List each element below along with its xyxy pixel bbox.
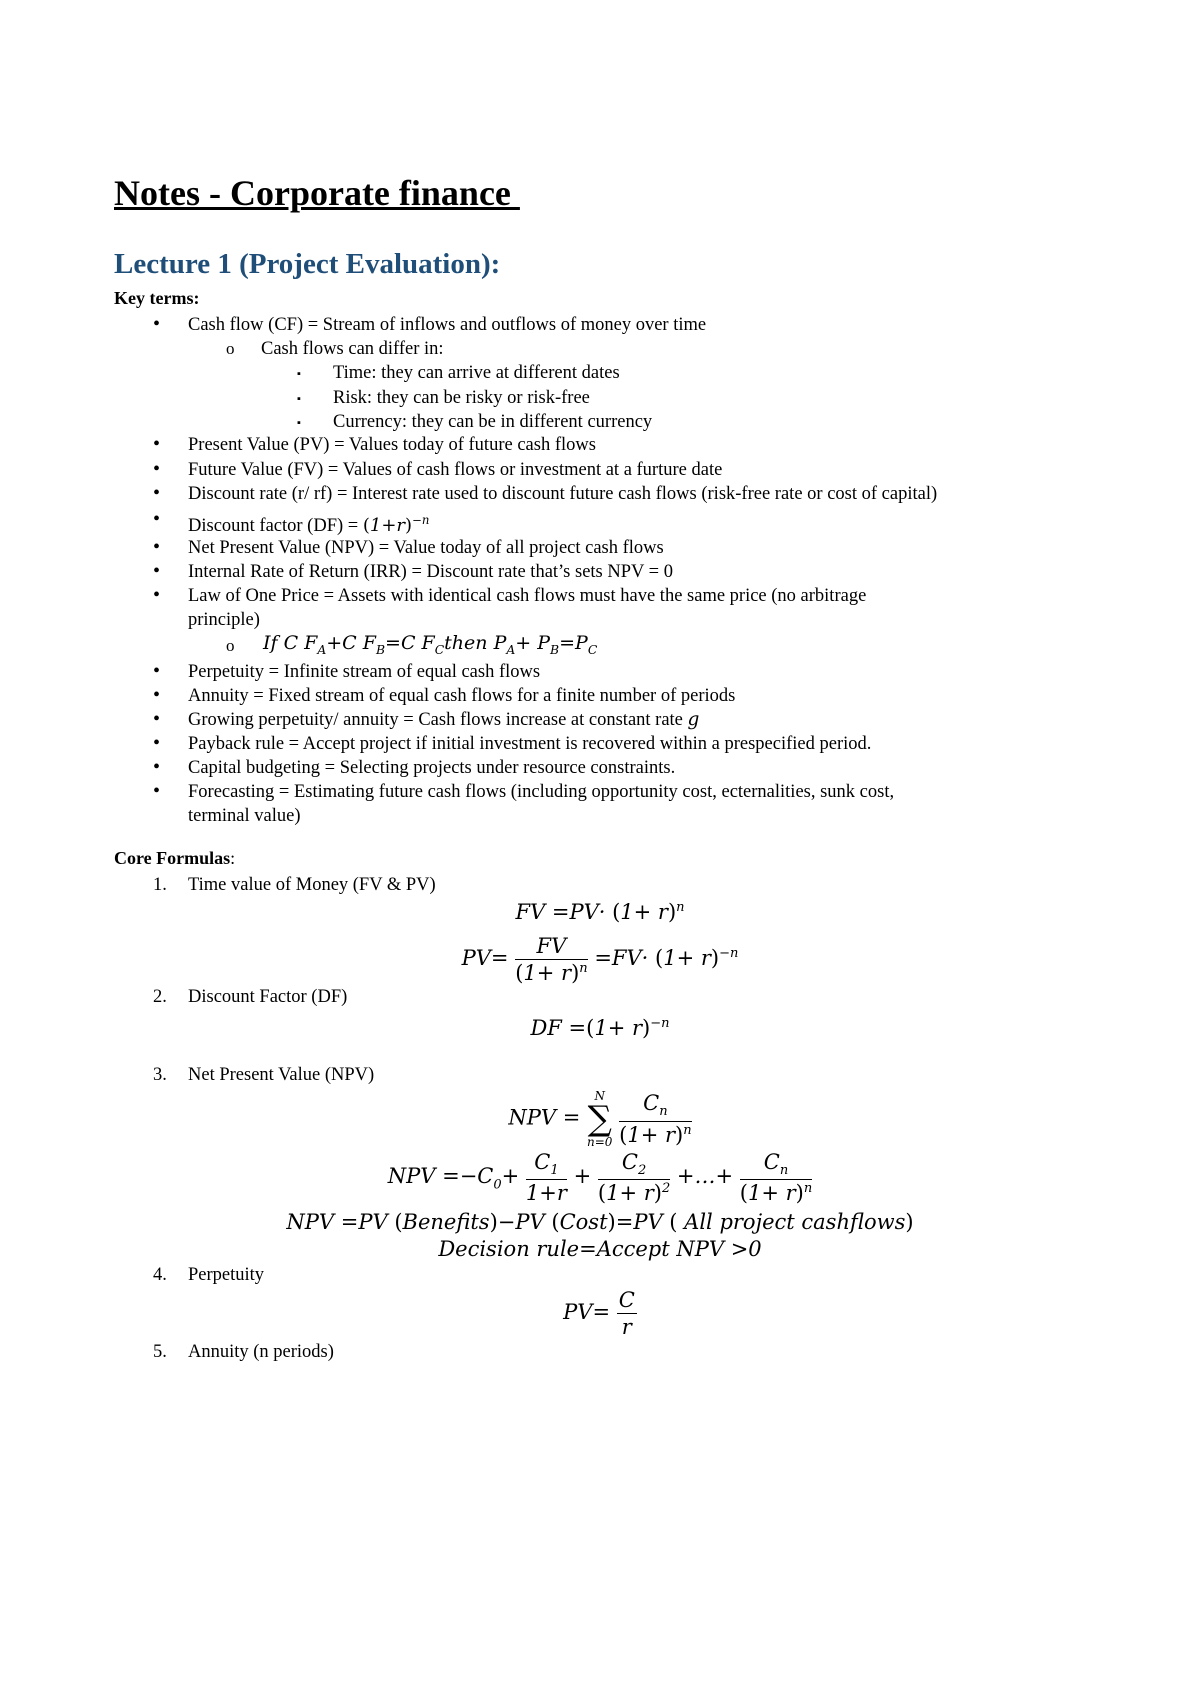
square-marker: ▪	[297, 417, 301, 429]
term-pv: Present Value (PV) = Values today of future cash flows	[188, 435, 596, 455]
equation-decision-rule: Decision rule=Accept NPV >0	[438, 1237, 762, 1261]
term-time: Time: they can arrive at different dates	[333, 363, 620, 383]
term-discount-factor: Discount factor $(DF) = (1+r)^{-n}$	[188, 513, 430, 536]
formula-number: 5.	[153, 1342, 167, 1362]
formula-number: 1.	[153, 875, 167, 895]
formula-title-perpetuity: Perpetuity	[188, 1265, 265, 1285]
term-discount-rate: Discount rate (r/ rf) = Interest rate used to discount future cash flows (risk-free rate or cost of capital)	[188, 484, 938, 504]
formula-number: 4.	[153, 1265, 167, 1285]
formula-title-npv: Net Present Value (NPV)	[188, 1065, 375, 1085]
circle-marker: o	[226, 339, 235, 358]
formula-title-discount-factor: Discount Factor (DF)	[188, 987, 348, 1007]
document-title: Notes - Corporate finance	[114, 173, 520, 213]
circle-marker: o	[226, 636, 235, 655]
bullet-marker: •	[153, 708, 161, 730]
term-npv: Net Present Value (NPV) = Value today of all project cash flows	[188, 538, 664, 558]
term-fv: Future Value (FV) = Values of cash flows or investment at a furture date	[188, 460, 723, 480]
term-forecasting-cont: terminal value)	[188, 806, 301, 826]
bullet-marker: •	[153, 313, 161, 335]
bullet-marker: •	[153, 780, 161, 802]
bullet-marker: •	[153, 458, 161, 480]
law-of-one-price-formula: If C $F_A+C$ $F_B=C$ $F_Cthen$ $P_A+ P_B=P_C$	[263, 632, 598, 657]
term-perpetuity: Perpetuity = Infinite stream of equal cash flows	[188, 662, 541, 682]
term-law-of-one-price: Law of One Price = Assets with identical cash flows must have the same price (no arbitrage	[188, 586, 867, 606]
equation-fv: FV $=PV\cdot (1+ r)^n$	[515, 900, 685, 924]
bullet-marker: •	[153, 660, 161, 682]
bullet-marker: •	[153, 584, 161, 606]
equation-npv-definition: NPV =PV (Benefits)−PV (Cost)=PV ( All project cashflows)	[286, 1210, 914, 1234]
bullet-marker: •	[153, 684, 161, 706]
square-marker: ▪	[297, 393, 301, 405]
formula-title-time-value: Time value of Money (FV & PV)	[188, 875, 436, 895]
term-irr: Internal Rate of Return (IRR) = Discount rate that’s sets NPV = 0	[188, 562, 673, 582]
bullet-marker: •	[153, 508, 161, 530]
bullet-marker: •	[153, 732, 161, 754]
equation-npv-sum: NPV = N ∑ n=0 $\frac{C_n}{(1+ r)^n}$	[508, 1089, 692, 1149]
equation-npv-expanded: NPV $=-C_0+$ $\frac{C_1}{1+r}$ + $\frac{C_2}{(1+ r)^2}$ +…+ $\frac{C_n}{(1+ r)^n}$	[387, 1150, 813, 1206]
equation-df: DF $=(1+ r)^{-n}$	[530, 1016, 670, 1040]
term-payback-rule: Payback rule = Accept project if initial investment is recovered within a prespecified period.	[188, 734, 872, 754]
lecture-heading: Lecture 1 (Project Evaluation):	[114, 248, 501, 280]
term-forecasting: Forecasting = Estimating future cash flows (including opportunity cost, ecternalities, sunk cost,	[188, 782, 895, 802]
bullet-marker: •	[153, 536, 161, 558]
core-formulas-label: Core Formulas:	[114, 848, 236, 868]
term-capital-budgeting: Capital budgeting = Selecting projects under resource constraints.	[188, 758, 676, 778]
bullet-marker: •	[153, 560, 161, 582]
term-growing-perpetuity: Growing perpetuity/ annuity = Cash flows increase at constant rate g	[188, 709, 700, 730]
bullet-marker: •	[153, 482, 161, 504]
bullet-marker: •	[153, 756, 161, 778]
term-risk: Risk: they can be risky or risk-free	[333, 388, 590, 408]
term-law-of-one-price-cont: principle)	[188, 610, 260, 630]
formula-title-annuity: Annuity (n periods)	[188, 1342, 334, 1362]
square-marker: ▪	[297, 368, 301, 380]
bullet-marker: •	[153, 433, 161, 455]
formula-number: 3.	[153, 1065, 167, 1085]
term-cash-flow: Cash flow (CF) = Stream of inflows and outflows of money over time	[188, 315, 707, 335]
equation-pv: PV= $\frac{FV}{(1+ r)^n}$ $=FV\cdot (1+ r)^{-n}$	[461, 934, 739, 985]
formula-number: 2.	[153, 987, 167, 1007]
term-annuity: Annuity = Fixed stream of equal cash flows for a finite number of periods	[188, 686, 736, 706]
term-currency: Currency: they can be in different currency	[333, 412, 653, 432]
equation-perpetuity: PV= $\frac{C}{r}$	[563, 1288, 635, 1339]
term-cash-flows-differ: Cash flows can differ in:	[261, 339, 444, 359]
key-terms-label: Key terms:	[114, 288, 200, 308]
